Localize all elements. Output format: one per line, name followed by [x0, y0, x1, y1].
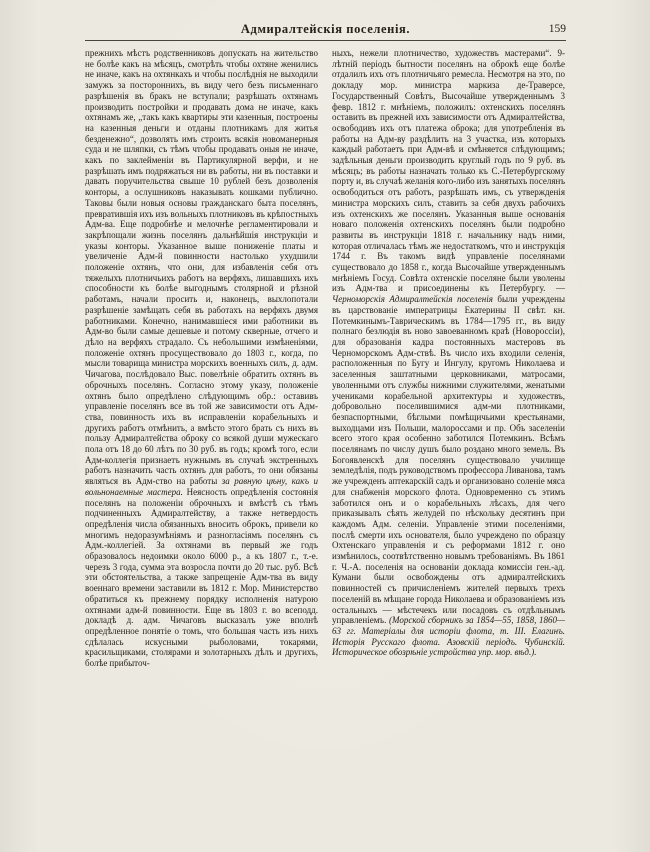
header-rule: [85, 40, 566, 41]
running-title: Адмиралтейскія поселенія.: [240, 22, 411, 36]
text-segment: прежнихъ мѣстъ родственниковъ допускать на жительство не болѣе какъ на мѣсяцъ, смотрѣть чтобы охтяне женились не иначе, какъ на охтянкахъ и чтобы послѣднія не выходили замужъ за постороннихъ, въ виду чего безъ письменнаго разрѣшенія въ бракъ не вступали; разрѣшать охтянамъ производить постройки и продавать дома не иначе, какъ охтянамъ же, „такъ какъ квартиры эти казенныя, построены на казенныя деньги и отданы плотникамъ для житья безденежно“, дозволять имъ строить всякія новоманерныя суда и не шляпки, съ тѣмъ чтобы продавать оныя не иначе, какъ по заклейменіи въ Партикулярной верфи, и не разрѣшать имъ подряжаться ни въ работы, ни въ поставки и давать поручительства свыше 10 рублей безъ дозволенія конторы, а ослушниковъ наказывать кошками публично. Таковы были новыя основы гражданскаго быта поселянъ, превратившія ихъ изъ вольныхъ плотниковъ въ крѣпостныхъ Адм-ва. Еще подробнѣе и мелочнѣе регламентировали и закрѣпощали жизнь поселянъ дальнѣйшія инструкціи и указы конторы. Указанное выше пониженіе платы и увеличеніе Адм-й повинности настолько ухудшили положеніе охтянъ, что они, для избавленія себя отъ тяжелыхъ плотничьихъ работъ на верфяхъ, лишавшихъ ихъ способности къ болѣе выгоднымъ столярной и рѣзной работамъ, начали просить и, наконецъ, выхлопотали разрѣшеніе замѣщать себя въ работахъ на верфяхъ двумя работниками. Конечно, нанимавшіеся ими работники въ Адм-во были самые дешевые и потому скверные, отчего и дѣло на верфяхъ страдало. Съ небольшими измѣненіями, положеніе охтянъ просуществовало до 1803 г., когда, по мысли товарища министра морскихъ военныхъ силъ, д. адм. Чичагова, послѣдовало Выс. повелѣніе обратить охтянъ въ оброчныхъ поселянъ. Согласно этому указу, положеніе охтянъ было опредѣлено слѣдующимъ обр.: оставивъ управленіе поселянъ все въ той же зависимости отъ Адм-ства, повинность ихъ въ исправленіи корабельныхъ и другихъ работъ отмѣнить, а вмѣсто этого брать съ нихъ въ пользу Адмиралтейства оброку со всякой души мужескаго пола отъ 18 до 60 лѣтъ по 30 руб. въ годъ; кромѣ того, если Адм-коллегія признаетъ нужнымъ въ случаѣ экстренныхъ работъ назначить часть охтянъ для работъ, то они обязаны являться въ Адм-ство на работы: [85, 48, 318, 487]
text-segment: Неясность опредѣленія состоянія поселянъ на положеніи оброчныхъ и вмѣстѣ съ тѣмъ подчиненныхъ Адмиралтейству, а также нетвердость опредѣленія числа обязанныхъ вносить оброкъ, привели ко многимъ недоразумѣніямъ и разногласіямъ поселянъ съ Адм.-коллегіей. За охтянами въ первый же годъ образовалось недоимки около 6000 р., а къ 1807 г., т.-е. черезъ 3 года, сумма эта возросла почти до 20 тыс. руб. Всѣ эти обстоятельства, а также запрещеніе Адм-тва въ виду военнаго времени заставили въ 1812 г. Мор. Министерство обратиться къ прежнему порядку исполненія натурою охтянами адм-й повинности. Еще въ 1803 г. во всеподд. докладѣ д. адм. Чичаговъ высказалъ уже вполнѣ опредѣленное понятіе о томъ, что большая часть изъ нихъ сдѣлалась искусными рыболовами, токарями, красильщиками, столярами и золотарныхъ дѣлъ и другихъ, болѣе прибыточ-: [85, 486, 318, 669]
text-column-left: [85, 48, 318, 669]
text-segment: были учреждены въ царствованіе императрицы Екатерины II свѣт. кн. Потемкинымъ-Таврическимъ въ 1784—1795 гг., въ виду полнаго безлюдія въ ново завоеванномъ краѣ (Новороссіи), для образованія кадра постоянныхъ мастеровъ въ Черноморскомъ Адм-ствѣ. Въ число ихъ входили селенія, расположенныя по Бугу и Ингулу, кругомъ Николаева и заселенныя заштатными церковниками, матросами, уволенными отъ службы нижними служителями, женатыми учениками корабельной архитектуры и художествъ, добровольно поселившимися адм-ми плотниками, безпаспортными, бѣглыми помѣщичьими крестьянами, выходцами изъ Польши, малороссами и пр. Объ заселеніи всего этого края особенно заботился Потемкинъ. Всѣмъ поселянамъ по числу душъ было роздано много земель. Въ Богоявленскѣ для поселянъ существовало училище земледѣлія, подъ руководствомъ профессора Ливанова, тамъ же учрежденъ аптекарскій садъ и организовано соленіе мяса для снабженія морского флота. Одновременно съ этимъ заботился онъ и о корабельныхъ лѣсахъ, для чего приказывалъ сѣять желудей по нѣскольку десятинъ при каждомъ Адм. селеніи. Управленіе этими поселеніями, послѣ смерти ихъ основателя, было учреждено по образцу Охтенскаго управленія и съ реформами 1812 г. оно измѣнилось, соотвѣтственно новымъ требованіямъ. Въ 1861 г. Ч.-А. поселенія на основаніи доклада комиссіи ген.-ад. Кумани были освобождены отъ адмиралтейскихъ повинностей съ причисленіемъ жителей первыхъ трехъ поселеній въ мѣщане города Николаева и образованіемъ изъ остальныхъ — мѣстечекъ или посадовъ съ отдѣльнымъ управленіемъ.: [332, 294, 565, 626]
page-header: [85, 22, 566, 37]
text-column-right: [332, 48, 565, 669]
text-segment: за равную цѣну, какъ и вольнонаемные мастера.: [85, 476, 318, 497]
text-block: [85, 48, 566, 669]
text-segment: (Морской сборникъ за 1854—55, 1858, 1860—63 гг. Матеріалы для исторіи флота, т. III. Елагинъ. Исторія Русскаго флота. Азовскій періодъ. Чубинскій. Историческое обозрѣніе устройства упр. мор. вѣд.).: [332, 615, 566, 658]
text-segment: ныхъ, нежели плотничество, художествъ мастерами“. 9-лѣтній періодъ бытности поселянъ на оброкѣ еще болѣе отдалилъ ихъ отъ плотничьяго ремесла. Несмотря на это, по докладу мор. министра маркиза де-Траверсе, Государственный Совѣтъ, Высочайше утвержденнымъ 3 февр. 1812 г. мнѣніемъ, положилъ: охтенскихъ поселянъ оставить въ прежней ихъ зависимости отъ Адмиралтейства, освободивъ ихъ отъ платежа оброка; для употребленія въ работы на Адм-ву раздѣлить на 3 участка, изъ которыхъ каждый работаетъ при Адм-вѣ и смѣняется слѣдующимъ; задѣльныя деньги производить круглый годъ по 9 руб. въ мѣсяцъ; въ работы назначать только къ С.-Петербургскому порту и, въ случаѣ желанія кого-либо изъ занятыхъ поселянъ освободиться отъ работъ, разрѣшать имъ, съ утвержденія министра морскихъ силъ, ставить за себя двухъ рабочихъ изъ охтенскихъ же поселянъ. Указанныя выше основанія новаго положенія охтенскихъ поселянъ были подробно развиты въ инструкціи 1818 г. начальнику надъ ними, которая отличалась тѣмъ же недостаткомъ, что и инструкція 1744 г. Въ такомъ видѣ управленіе поселянами существовало до 1858 г., когда Высочайше утвержденнымъ мнѣніемъ Госуд. Совѣта охтенскіе поселяне были уволены изъ Адм-тва и присоединены къ Петербургу. —: [332, 48, 565, 294]
page-number: 159: [548, 23, 566, 35]
text-segment: Черноморскія Адмиралтейскія поселенія: [332, 294, 493, 305]
